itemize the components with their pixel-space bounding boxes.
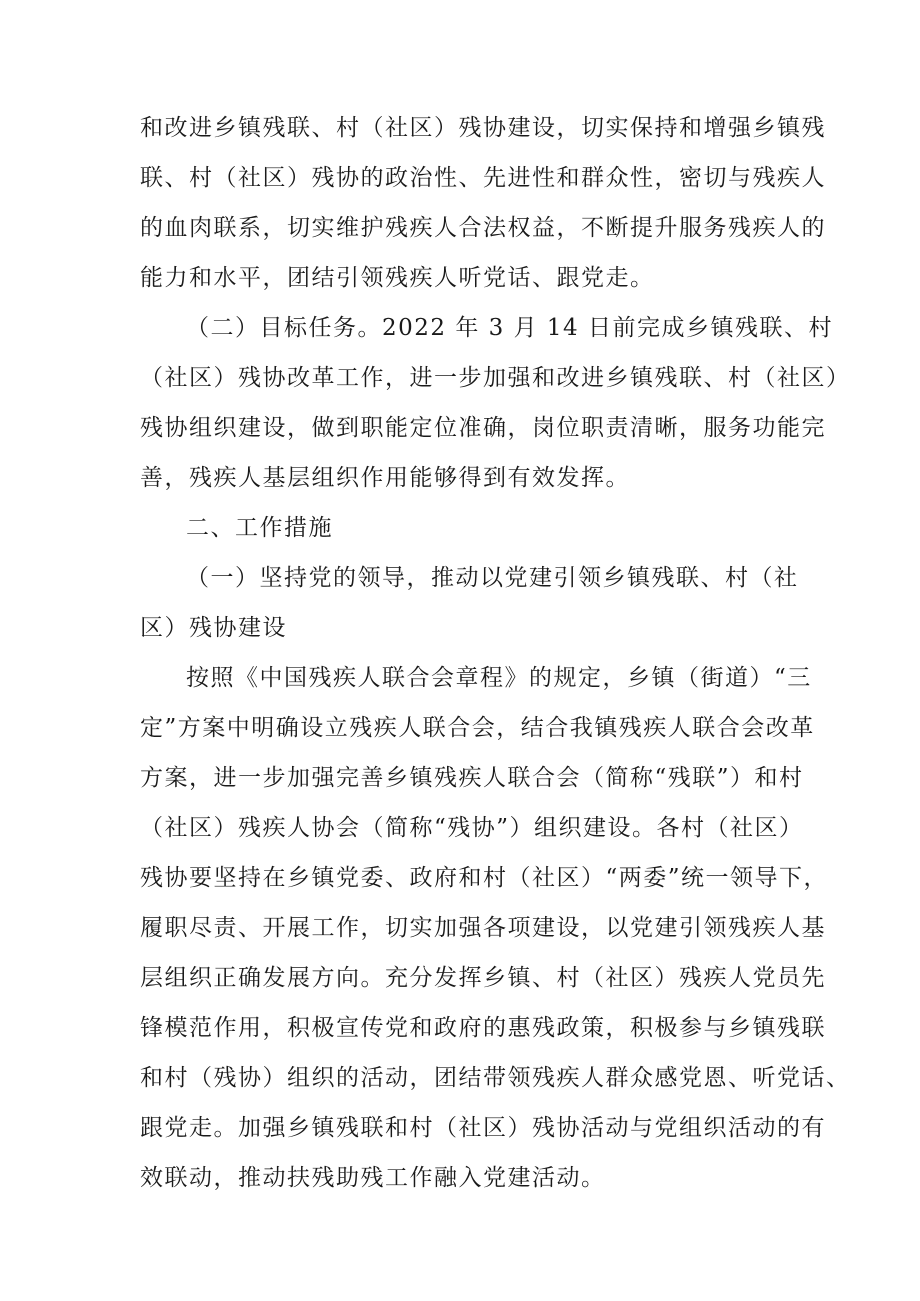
paragraph-line: 跟党走。加强乡镇残联和村（社区）残协活动与党组织活动的有 xyxy=(140,1115,826,1141)
paragraph-line: 效联动，推动扶残助残工作融入党建活动。 xyxy=(140,1165,606,1191)
paragraph-line: 残协要坚持在乡镇党委、政府和村（社区）“两委”统一领导下， xyxy=(140,865,829,891)
paragraph-line: 能力和水平，团结引领残疾人听党话、跟党走。 xyxy=(140,265,655,291)
paragraph-line: （社区）残协改革工作，进一步加强和改进乡镇残联、村（社区） xyxy=(140,365,851,391)
paragraph-line: 方案，进一步加强完善乡镇残疾人联合会（简称“残联”）和村 xyxy=(140,765,804,791)
section-heading: 二、工作措施 xyxy=(186,515,333,541)
section-target-heading-line: （二）目标任务。2022 年 3 月 14 日前完成乡镇残联、村 xyxy=(186,315,833,341)
subsection-heading: （一）坚持党的领导，推动以党建引领乡镇残联、村（社 xyxy=(186,565,799,591)
paragraph-line: （社区）残疾人协会（简称“残协”）组织建设。各村（社区） xyxy=(140,815,804,841)
paragraph-line: 残协组织建设，做到职能定位准确，岗位职责清晰，服务功能完 xyxy=(140,415,826,441)
paragraph-line: 按照《中国残疾人联合会章程》的规定，乡镇（街道）“三 xyxy=(186,665,812,691)
paragraph-line: 和村（残协）组织的活动，团结带领残疾人群众感党恩、听党话、 xyxy=(140,1065,851,1091)
subsection-heading-continued: 区）残协建设 xyxy=(140,615,287,641)
paragraph-line: 定”方案中明确设立残疾人联合会，结合我镇残疾人联合会改革 xyxy=(140,715,815,741)
paragraph-line: 履职尽责、开展工作，切实加强各项建设，以党建引领残疾人基 xyxy=(140,915,826,941)
paragraph-line: 锋模范作用，积极宣传党和政府的惠残政策，积极参与乡镇残联 xyxy=(140,1015,826,1041)
paragraph-line: 层组织正确发展方向。充分发挥乡镇、村（社区）残疾人党员先 xyxy=(140,965,826,991)
paragraph-line: 和改进乡镇残联、村（社区）残协建设，切实保持和增强乡镇残 xyxy=(140,115,826,141)
paragraph-line: 善，残疾人基层组织作用能够得到有效发挥。 xyxy=(140,465,630,491)
paragraph-line: 的血肉联系，切实维护残疾人合法权益，不断提升服务残疾人的 xyxy=(140,215,826,241)
paragraph-line: 联、村（社区）残协的政治性、先进性和群众性，密切与残疾人 xyxy=(140,165,826,191)
